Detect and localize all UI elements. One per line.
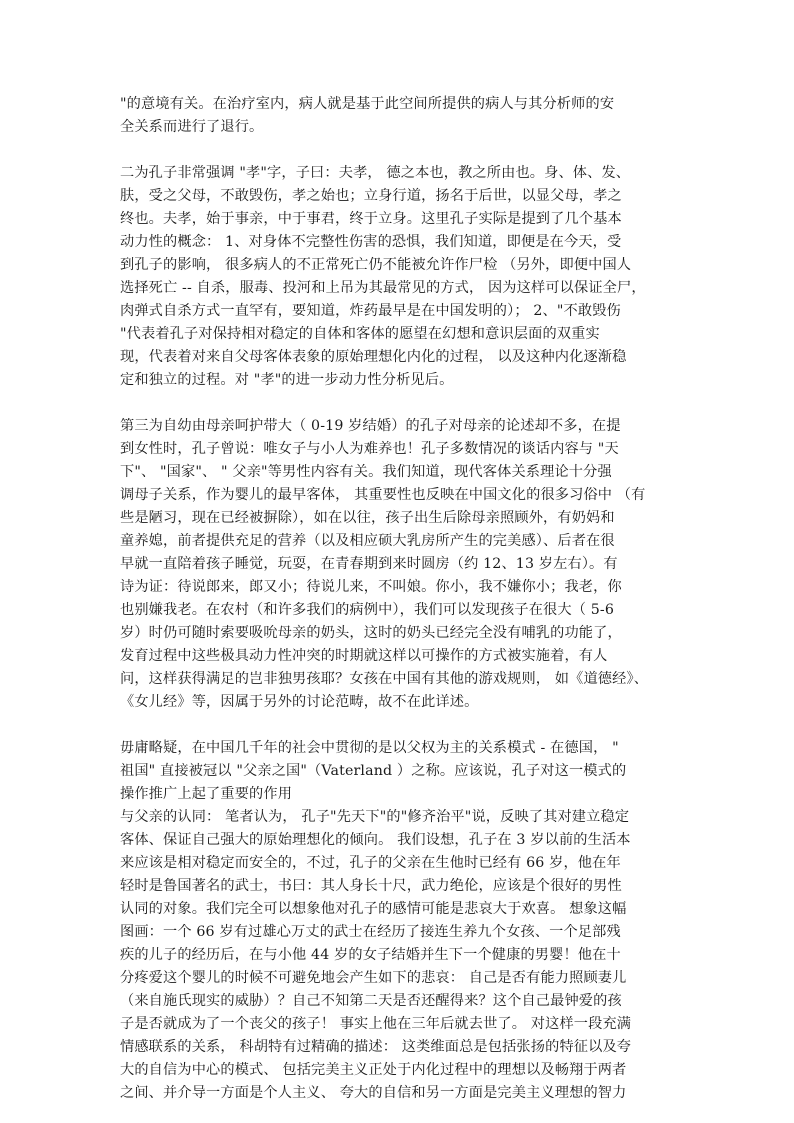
text-line: 肤，受之父母，不敢毁伤，孝之始也；立身行道，扬名于后世，以显父母，孝之	[120, 188, 622, 204]
text-line: 岁）时仍可随时索要吸吮母亲的奶头，这时的奶头已经完全没有哺乳的功能了，	[120, 625, 622, 641]
text-line: 认同的对象。我们完全可以想象他对孔子的感情可能是悲哀大于欢喜。 想象这幅	[120, 901, 627, 917]
text-line: 发育过程中这些极具动力性冲突的时期就这样以可操作的方式被实施着，有人	[120, 648, 608, 664]
text-line: 终也。夫孝，始于事亲，中于事君，终于立身。这里孔子实际是提到了几个基本	[120, 211, 622, 227]
text-line: 下"、 "国家"、 " 父亲"等男性内容有关。我们知道，现代客体关系理论十分强	[120, 464, 612, 480]
text-line: 童养媳，前者提供充足的营养（以及相应硕大乳房所产生的完美感）、后者在很	[120, 533, 615, 549]
text-line: 与父亲的认同： 笔者认为， 孔子"先天下"的"修齐治平"说，反映了其对建立稳定	[120, 809, 630, 825]
text-line: 也别嫌我老。在农村（和许多我们的病例中），我们可以发现孩子在很大（ 5-6	[120, 602, 614, 618]
text-line: 分疼爱这个婴儿的时候不可避免地会产生如下的悲哀： 自己是否有能力照顾妻儿	[120, 970, 627, 986]
text-line: 轻时是鲁国著名的武士，书曰：其人身长十尺，武力绝伦，应该是个很好的男性	[120, 878, 622, 894]
text-line: 疾的儿子的经历后，在与小他 44 岁的女子结婚并生下一个健康的男婴！他在十	[120, 947, 621, 963]
text-line: "的意境有关。在治疗室内，病人就是基于此空间所提供的病人与其分析师的安	[120, 96, 615, 112]
text-line: 二为孔子非常强调 "孝"字，子曰：夫孝， 德之本也，教之所由也。身、体、发、	[120, 165, 631, 181]
paragraph	[120, 737, 680, 1105]
paragraph	[120, 415, 680, 714]
text-line: 到女性时，孔子曾说：唯女子与小人为难养也！孔子多数情况的谈话内容与 "天	[120, 441, 619, 457]
paragraph-gap	[120, 139, 680, 162]
text-line: 全关系而进行了退行。	[120, 119, 264, 135]
text-line: 动力性的概念： 1、对身体不完整性伤害的恐惧，我们知道，即便是在今天，受	[120, 234, 622, 250]
text-line: 祖国" 直接被冠以 "父亲之国"（Vaterland ）之称。应该说，孔子对这一模式的	[120, 763, 627, 779]
paragraph	[120, 93, 680, 139]
text-line: 图画：一个 66 岁有过雄心万丈的武士在经历了接连生养九个女孩、一个足部残	[120, 924, 621, 940]
text-line: （来自施氏现实的威胁）？自己不知第二天是否还醒得来？这个自己最钟爱的孩	[120, 993, 622, 1009]
text-line: 些是陋习，现在已经被摒除），如在以往，孩子出生后除母亲照顾外，有奶妈和	[120, 510, 615, 526]
text-line: 子是否就成为了一个丧父的孩子！ 事实上他在三年后就去世了。 对这样一段充满	[120, 1016, 632, 1032]
text-line: 定和独立的过程。对 "孝"的进一步动力性分析见后。	[120, 372, 454, 388]
text-line: 之间、并介导一方面是个人主义、 夸大的自信和另一方面是完美主义理想的智力	[120, 1085, 627, 1101]
text-line: 肉弹式自杀方式一直罕有，要知道，炸药最早是在中国发明的）； 2、"不敢毁伤	[120, 303, 621, 319]
text-line: 操作推广上起了重要的作用	[120, 786, 293, 802]
text-line: 《女儿经》等，因属于另外的讨论范畴，故不在此详述。	[120, 694, 479, 710]
text-line: 问，这样获得满足的岂非独男孩耶？女孩在中国有其他的游戏规则， 如《道德经》、	[120, 671, 649, 687]
text-line: 现，代表着对来自父母客体表象的原始理想化内化的过程， 以及这种内化逐渐稳	[120, 349, 627, 365]
text-line: 大的自信为中心的模式、 包括完美主义正处于内化过程中的理想以及畅翔于两者	[120, 1062, 627, 1078]
text-line: 选择死亡 -- 自杀，服毒、投河和上吊为其最常见的方式， 因为这样可以保证全尸，	[120, 280, 646, 296]
text-line: 调母子关系，作为婴儿的最早客体， 其重要性也反映在中国文化的很多习俗中 （有	[120, 487, 646, 503]
text-line: 诗为证：待说郎来，郎又小；待说儿来，不叫娘。你小，我不嫌你小；我老，你	[120, 579, 622, 595]
text-line: 客体、保证自己强大的原始理想化的倾向。 我们设想，孔子在 3 岁以前的生活本	[120, 832, 631, 848]
paragraph-gap	[120, 714, 680, 737]
paragraph	[120, 162, 680, 392]
text-line: 早就一直陪着孩子睡觉，玩耍，在青春期到来时圆房（约 12、13 岁左右）。有	[120, 556, 618, 572]
text-line: "代表着孔子对保持相对稳定的自体和客体的愿望在幻想和意识层面的双重实	[120, 326, 600, 342]
paragraph-gap	[120, 392, 680, 415]
text-line: 来应该是相对稳定而安全的，不过，孔子的父亲在生他时已经有 66 岁，他在年	[120, 855, 621, 871]
text-line: 到孔子的影响， 很多病人的不正常死亡仍不能被允许作尸检 （另外，即便中国人	[120, 257, 632, 273]
text-line: 第三为自幼由母亲呵护带大（ 0-19 岁结婚）的孔子对母亲的论述却不多，在提	[120, 418, 621, 434]
body-text	[120, 93, 680, 1105]
text-line: 情感联系的关系， 科胡特有过精确的描述： 这类维面总是包括张扬的特征以及夸	[120, 1039, 632, 1055]
text-line: 毋庸略疑，在中国几千年的社会中贯彻的是以父权为主的关系模式 - 在德国， "	[120, 740, 619, 756]
